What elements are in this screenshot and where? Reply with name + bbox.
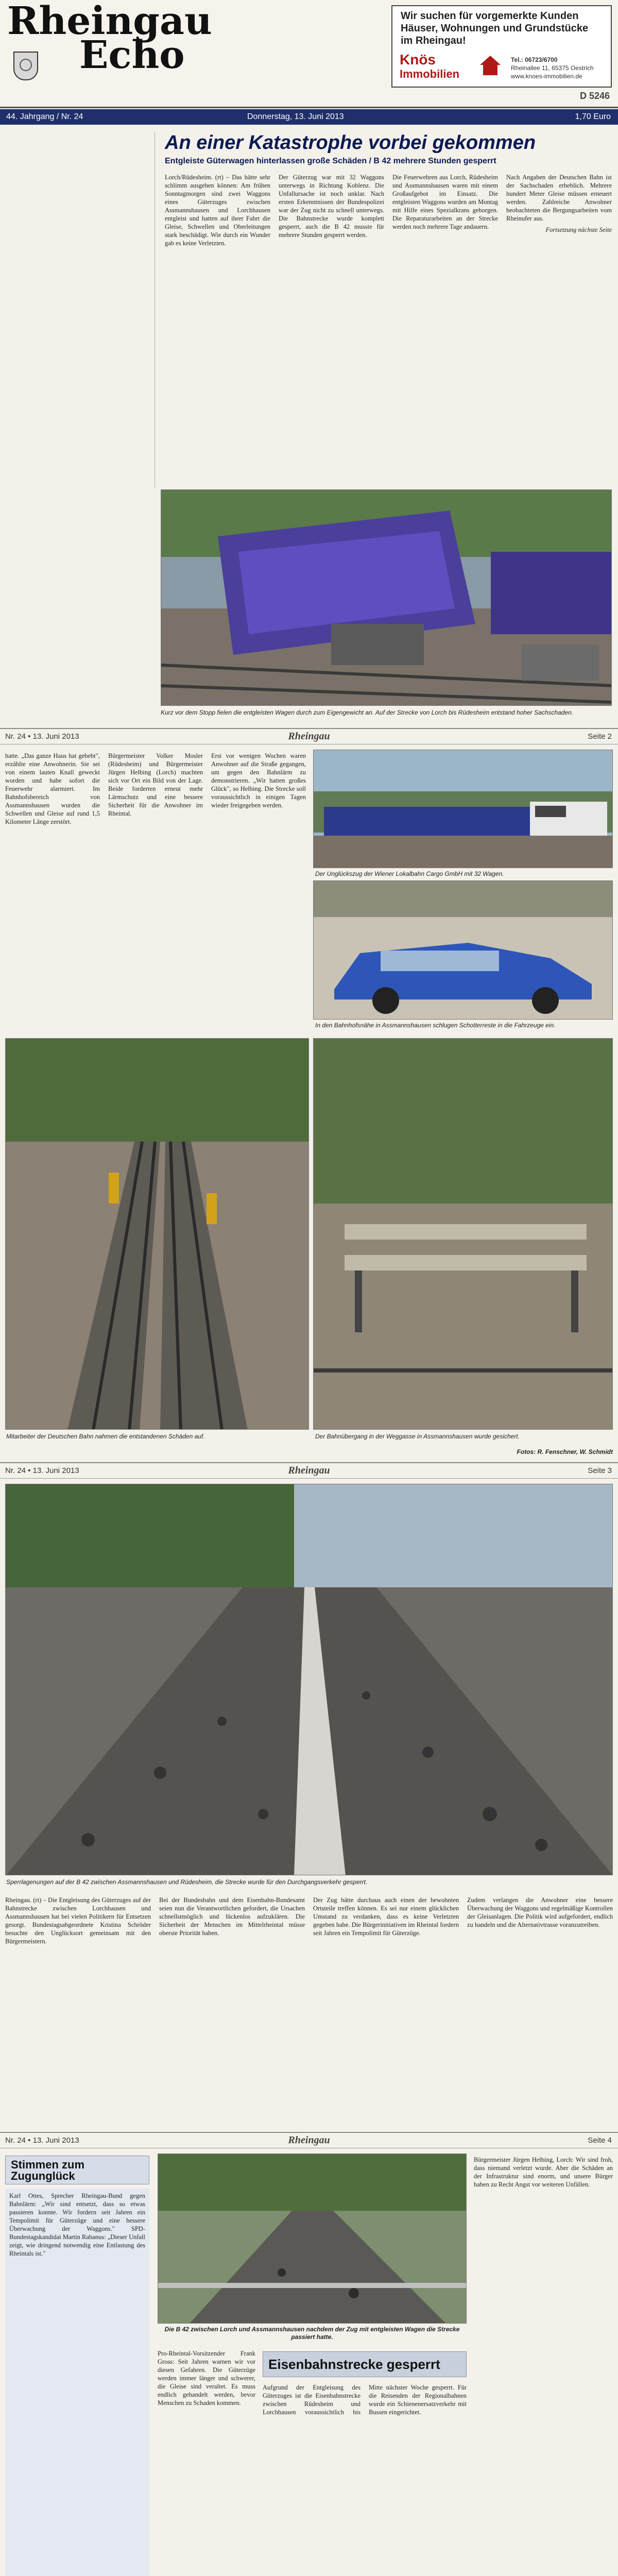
ad-box[interactable]: Wir suchen für vorgemerkte Kunden Häuser, Wohnungen und Grundstücke im Rheingau! Knös Immobilien Tel.: 06723/6700 Rheinallee 11, 65375 Oestrich www.knoes-immobilien.de xyxy=(391,5,612,88)
p1-body: Lorch/Rüdesheim. (rt) – Das hätte sehr schlimm ausgehen können: Am frühen Sonntagmorgen sind zwei Waggons eines Güterzuges zwischen Assmannshausen und Lorchhausen entgleist und hatten auf ihrer Fahrt die Gleise, Schwellen und Oberleitungen stark beschädigt. Wie durch ein Wunder gab es keine Verletzten. Der Güterzug war mit 32 Waggons unterwegs in Richtung Koblenz. Die Unfallursache ist noch unklar. Nach ersten Erkenntnissen der Bundespolizei war der Zug nicht zu schnell unterwegs. Die Bahnstrecke wurde komplett gesperrt, auch die B 42 musste für mehrere Stunden gesperrt werden. Die Feuerwehren aus Lorch, Rüdesheim und Assmannshausen waren mit einem Großaufgebot im Einsatz. Die entgleisten Waggons wurden am Montag mit Hilfe eines Spezialkrans geborgen. Die Reparaturarbeiten an der Strecke werden noch mehrere Tage andauern. Nach Angaben der Deutschen Bahn ist der Sachschaden erheblich. Mehrere hundert Meter Gleise müssen erneuert werden. Zahlreiche Anwohner beobachteten die Bergungsarbeiten vom Rheinufer aus. Fortsetzung nächste Seite xyxy=(165,174,612,247)
p2-photo-tracks xyxy=(5,1038,309,1430)
p4-photo-caption: Die B 42 zwischen Lorch und Assmannshausen nachdem der Zug mit entgleisten Wagen die Strecke passiert hatte. xyxy=(164,2326,460,2341)
p2-caption-tracks: Mitarbeiter der Deutschen Bahn nahmen die entstandenen Schäden auf. xyxy=(6,1433,205,1440)
p4-photo-b42 xyxy=(158,2154,467,2324)
p3-photo-caption: Sperrlagenungen auf der B 42 zwischen Assmannshausen und Rüdesheim, die Strecke wurde für den Durchgangsverkehr gesperrt. xyxy=(6,1878,368,1886)
p2-caption-train: Der Unglückszug der Wiener Lokalbahn Cargo GmbH mit 32 Wagen. xyxy=(315,870,504,877)
p3-photo-road-svg xyxy=(6,1484,613,1875)
running-head-p4: Nr. 24 • 13. Juni 2013 Rheingau Seite 4 xyxy=(0,2133,618,2148)
p1-photo-svg xyxy=(161,490,612,706)
p2-body: hatte. „Das ganze Haus hat gebebt", erzählte eine Anwohnerin. Sie sei von einem lauten Knall geweckt worden und habe sofort die Feuerwehr alarmiert. Im Bahnhofsbereich von Assmannshausen wurden die Schwellen und Gleise auf rund 1,5 Kilometer Länge zerstört. Bürgermeister Volker Mosler (Rüdesheim) und Bürgermeister Jürgen Helbing (Lorch) machten sich vor Ort ein Bild von der Lage. Beide forderten erneut mehr Lärmschutz und eine bessere Sicherheit für die Anwohner im Rheintal. Erst vor wenigen Wochen waren Anwohner auf die Straße gegangen, um gegen den Bahnlärm zu demonstrieren. „Wir hatten großes Glück", so Helbing. Die Strecke soll voraussichtlich in einigen Tagen wieder freigegeben werden. xyxy=(5,752,306,825)
issue-code: D 5246 xyxy=(579,91,610,101)
masthead xyxy=(0,0,618,108)
ad-contact: Tel.: 06723/6700 Rheinallee 11, 65375 Oestrich www.knoes-immobilien.de xyxy=(511,56,594,80)
page-2 xyxy=(0,729,618,1463)
masthead-crest xyxy=(13,52,38,80)
p1-headline: An einer Katastrophe vorbei gekommen xyxy=(165,132,536,154)
p2-photo-bench xyxy=(313,1038,613,1430)
p2-photo-train-svg xyxy=(314,750,613,868)
page-4 xyxy=(0,2133,618,2576)
p4-mid-body: Pro-Rheintal-Vorsitzender Frank Gross: Seit Jahren warnen wir vor diesen Gefahren. Die Güterzüge werden immer länger und schwerer, die Gleise sind veraltet. Es muss endlich gehandelt werden, bevor Menschen zu Schaden kommen. xyxy=(158,2350,255,2406)
p2-photo-credit: Fotos: R. Fenschner, W. Schmidt xyxy=(517,1448,613,1455)
issue-bar: 44. Jahrgang / Nr. 24 Donnerstag, 13. Juni 2013 1,70 Euro xyxy=(0,109,618,125)
p1-photo-derailed-wagons xyxy=(161,489,612,706)
p4-right-body: Bürgermeister Jürgen Helbing, Lorch: Wir sind froh, dass niemand verletzt wurde. Aber die Schäden an der Infrastruktur sind enorm, und unsere Bürger haben zu Recht Angst vor weiteren Unfällen. xyxy=(474,2156,613,2188)
p3-body: Rheingau. (rt) – Die Entgleisung des Güterzuges auf der Bahnstrecke zwischen Lorchhausen und Assmannshausen hat bei vielen Politikern für Entsetzen gesorgt. Bundestagsabgeordnete Kristina Schröder besuchte den Unglücksort gemeinsam mit den Bürgermeistern. Bei der Bundesbahn und dem Eisenbahn-Bundesamt seien nun die Verantwortlichen gefordert, die Ursachen schnellstmöglich und lückenlos aufzuklären. Die Sicherheit der Menschen im Mittelrheintal müsse oberste Priorität haben. Der Zug hätte durchaus auch einen der bewohnten Ortsteile treffen können. Es sei nur einem glücklichen Umstand zu verdanken, dass es keine Verletzten gegeben habe. Die Bürgerinitiativen im Rheintal fordern seit Jahren ein Tempolimit für Güterzüge. Zudem verlangen die Anwohner eine bessere Überwachung der Waggons und regelmäßige Kontrollen der Gleisanlagen. Die Politik wird aufgefordert, endlich zu handeln und die Alternativtrasse voranzutreiben. xyxy=(5,1896,613,1945)
ad-brand: Knös Immobilien xyxy=(400,52,460,80)
masthead-title: Rheingau Echo xyxy=(7,0,212,77)
p2-caption-bench: Der Bahnübergang in der Weggasse in Assmannshausen wurde gesichert. xyxy=(315,1433,520,1440)
p2-photo-train xyxy=(313,750,613,868)
p2-photo-car xyxy=(313,880,613,1020)
p1-subhead: Entgleiste Güterwagen hinterlassen große Schäden / B 42 mehrere Stunden gesperrt xyxy=(165,157,496,165)
p1-photo-caption: Kurz vor dem Stopp fielen die entgleisten Wagen durch zum Eigengewicht an. Auf der Strecke von Lorch bis Rüdesheim entstand hoher Sachschaden. xyxy=(161,709,574,716)
p3-photo-road-debris xyxy=(5,1484,613,1875)
p1-left-rule xyxy=(154,132,155,487)
p2-caption-car: In den Bahnhofsnähe in Assmannshausen schlugen Schotterreste in die Fahrzeuge ein. xyxy=(315,1022,556,1029)
p4-box-body: Karl Ottes, Sprecher Rheingau-Bund gegen Bahnlärm: „Wir sind entsetzt, dass so etwas passieren konnte. Wir fordern seit Jahren ein Tempolimit für Güterzüge und eine bessere Überwachung der Waggons." SPD-Bundestagskandidat Martin Rabanus: „Dieser Unfall zeigt, wie dringend notwendig eine Entlastung des Rheintals ist." xyxy=(5,2189,149,2576)
page-3 xyxy=(0,1463,618,2133)
p2-photo-bench-svg xyxy=(314,1039,613,1430)
p4-article-body: Aufgrund der Entgleisung des Güterzuges ist die Eisenbahnstrecke zwischen Rüdesheim und Lorchhausen voraussichtlich bis Mitte nächster Woche gesperrt. Für die Reisenden der Regionalbahnen wurde ein Schienenersatzverkehr mit Bussen eingerichtet. xyxy=(263,2384,467,2416)
p2-photo-tracks-svg xyxy=(6,1039,309,1430)
running-head-p3: Nr. 24 • 13. Juni 2013 Rheingau Seite 3 xyxy=(0,1463,618,1479)
page-1 xyxy=(0,0,618,729)
p4-box-head: Stimmen zum Zugunglück xyxy=(5,2156,149,2184)
ad-house-icon xyxy=(480,56,501,65)
p4-photo-b42-svg xyxy=(158,2154,467,2324)
running-head-p2: Nr. 24 • 13. Juni 2013 Rheingau Seite 2 xyxy=(0,729,618,744)
p2-photo-car-svg xyxy=(314,881,613,1020)
p4-article-head: Eisenbahnstrecke gesperrt xyxy=(263,2351,467,2377)
